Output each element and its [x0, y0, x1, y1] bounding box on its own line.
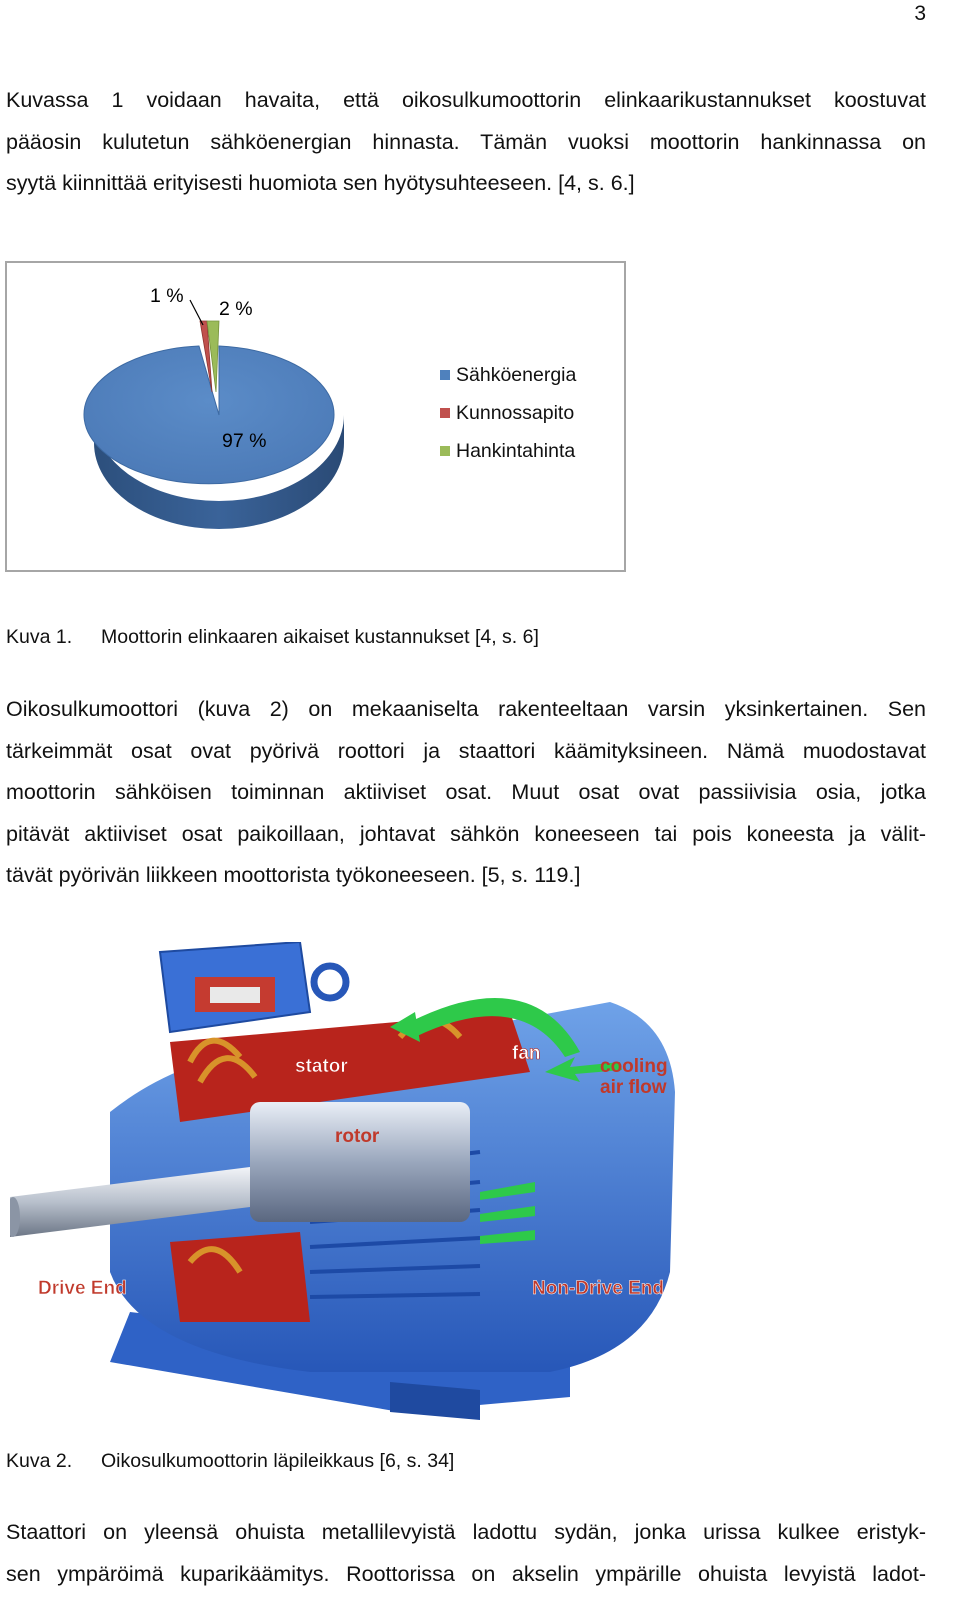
text-line: tävät pyörivän liikkeen moottorista työkoneeseen. [5, s. 119.] — [6, 863, 581, 887]
legend-swatch — [440, 370, 450, 380]
paragraph-stator — [6, 1512, 926, 1595]
pie-chart — [0, 0, 960, 620]
text-line: pääosin kulutetun sähköenergian hinnasta. Tämän vuoksi moottorin hankinnassa on — [6, 129, 926, 154]
motor-cutaway-illustration — [10, 942, 700, 1424]
text-line: sen ympäröimä kuparikäämitys. Roottorissa on akselin ympärille ohuista levyistä ladot- — [6, 1561, 926, 1586]
caption-number: Kuva 1. — [6, 626, 73, 648]
data-label-sahkoenergia: 97 % — [222, 430, 267, 452]
legend-swatch — [440, 408, 450, 418]
text-line: tärkeimmät osat ovat pyörivä roottori ja staattori käämityksineen. Nämä muodostavat — [6, 738, 926, 763]
label-leader-line — [190, 300, 203, 325]
data-label-hankintahinta: 2 % — [219, 298, 253, 320]
label-drive-end: Drive End — [38, 1278, 127, 1299]
chart-legend — [440, 356, 576, 470]
legend-item-hankintahinta — [440, 432, 576, 470]
rotor — [250, 1102, 470, 1222]
text-line: Staattori on yleensä ohuista metallilevyistä ladottu sydän, jonka urissa kulkee eristyk- — [6, 1520, 926, 1544]
legend-label: Sähköenergia — [456, 363, 577, 386]
legend-item-sahkoenergia — [440, 356, 576, 394]
figure1-caption — [6, 626, 539, 649]
caption-number: Kuva 2. — [6, 1450, 73, 1472]
legend-label: Kunnossapito — [456, 401, 575, 424]
label-fan: fan — [512, 1043, 541, 1064]
label-stator: stator — [295, 1056, 348, 1077]
text-line: Kuvassa 1 voidaan havaita, että oikosulkumoottorin elinkaarikustannukset koostuvat — [6, 88, 926, 112]
text-line: pitävät aktiiviset osat paikoillaan, johtavat sähkön koneeseen tai pois koneesta ja välit- — [6, 821, 926, 846]
label-air-flow: air flow — [600, 1077, 667, 1098]
legend-label: Hankintahinta — [456, 439, 576, 462]
text-line: Oikosulkumoottori (kuva 2) on mekaaniselta rakenteeltaan varsin yksinkertainen. Sen — [6, 697, 926, 721]
data-label-kunnossapito: 1 % — [150, 285, 184, 307]
caption-text: Moottorin elinkaaren aikaiset kustannukset [4, s. 6] — [101, 626, 539, 648]
figure2-caption — [6, 1450, 454, 1473]
legend-item-kunnossapito — [440, 394, 576, 432]
label-rotor: rotor — [335, 1126, 380, 1147]
paragraph-motor-structure — [6, 689, 926, 897]
page-number: 3 — [914, 2, 926, 25]
text-line: moottorin sähköisen toiminnan aktiiviset osat. Muut osat ovat passiivisia osia, jotka — [6, 780, 926, 804]
text-line: syytä kiinnittää erityisesti huomiota sen hyötysuhteeseen. [4, s. 6.] — [6, 171, 635, 195]
lifting-eye — [314, 966, 346, 998]
caption-text: Oikosulkumoottorin läpileikkaus [6, s. 34] — [101, 1450, 455, 1472]
label-cooling: cooling — [600, 1056, 668, 1077]
legend-swatch — [440, 446, 450, 456]
label-non-drive-end: Non-Drive End — [532, 1278, 664, 1299]
